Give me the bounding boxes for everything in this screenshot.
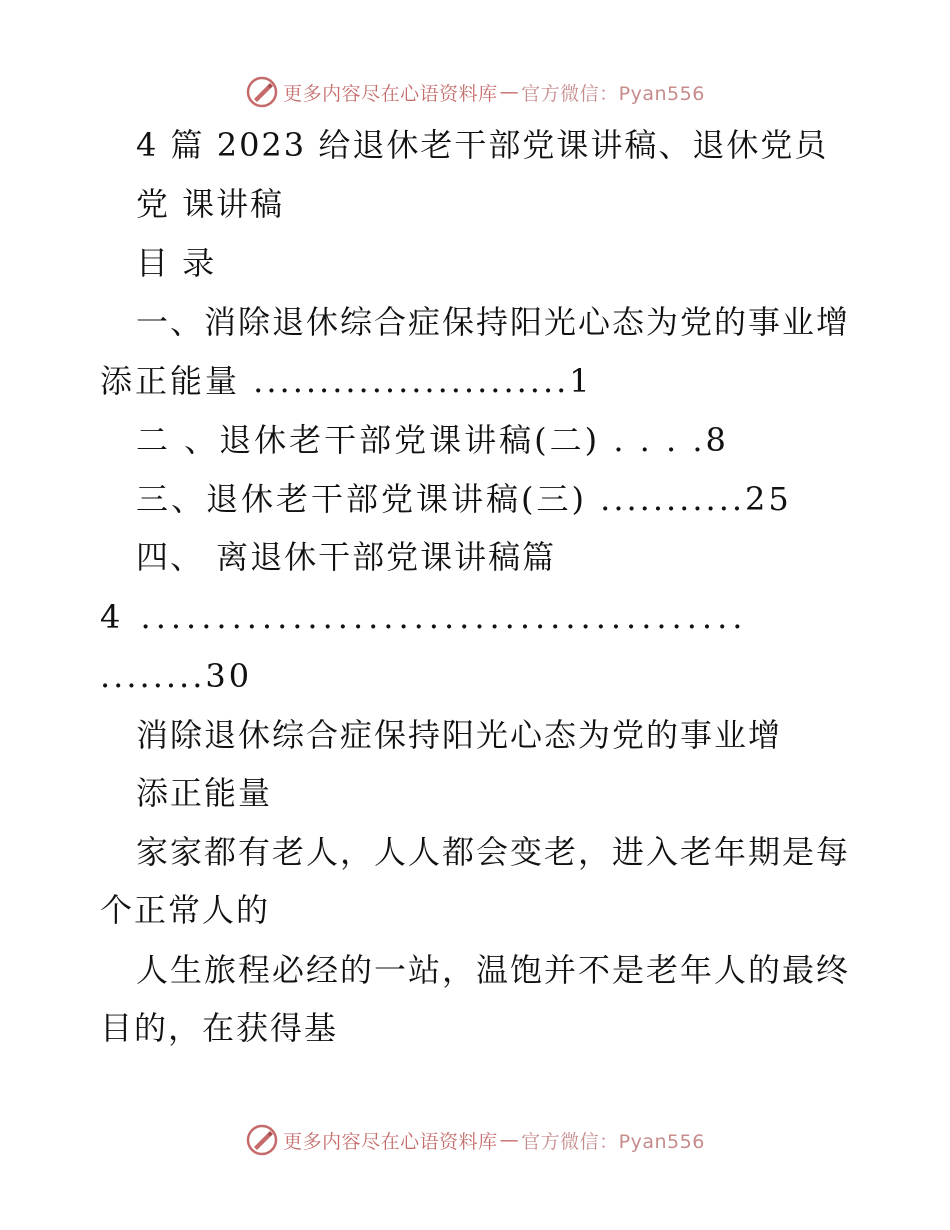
- watermark-header: [0, 72, 950, 112]
- pen-logo-icon: [245, 75, 279, 109]
- toc-item-4-line-2: 4 ........................................: [100, 598, 748, 636]
- watermark-main-text: 更多内容尽在心语资料库: [283, 1130, 498, 1153]
- toc-item-4-line-1: 四、 离退休干部党课讲稿篇: [136, 538, 557, 576]
- toc-heading: 目 录: [136, 244, 217, 282]
- watermark-wechat-text: 官方微信：Pyan556: [521, 82, 705, 105]
- toc-item-1-line-1: 一、消除退休综合症保持阳光心态为党的事业增: [136, 303, 851, 341]
- paragraph-2-line-2: 目的，在获得基: [100, 1009, 339, 1047]
- toc-item-2: 二 、退休老干部党课讲稿(二) . . . .8: [136, 421, 729, 459]
- doc-title-line-2: 党 课讲稿: [136, 185, 285, 223]
- section-heading-line-2: 添正能量: [136, 774, 273, 812]
- watermark-wechat-text: 官方微信：Pyan556: [521, 1130, 705, 1153]
- paragraph-1-line-1: 家家都有老人，人人都会变老，进入老年期是每: [136, 833, 851, 871]
- toc-item-3: 三、退休老干部党课讲稿(三) ...........25: [136, 480, 792, 518]
- watermark-separator: —: [499, 1129, 520, 1151]
- toc-item-1-line-2: 添正能量 ........................1: [100, 362, 593, 400]
- toc-item-4-line-3: ........30: [100, 657, 253, 695]
- pen-logo-icon: [245, 1123, 279, 1157]
- watermark-main-text: 更多内容尽在心语资料库: [283, 82, 498, 105]
- paragraph-1-line-2: 个正常人的: [100, 891, 271, 929]
- section-heading-line-1: 消除退休综合症保持阳光心态为党的事业增: [136, 716, 783, 754]
- doc-title-line-1: 4 篇 2023 给退休老干部党课讲稿、退休党员: [136, 126, 829, 164]
- watermark-footer: [0, 1120, 950, 1160]
- paragraph-2-line-1: 人生旅程必经的一站，温饱并不是老年人的最终: [136, 951, 851, 989]
- watermark-separator: —: [499, 81, 520, 103]
